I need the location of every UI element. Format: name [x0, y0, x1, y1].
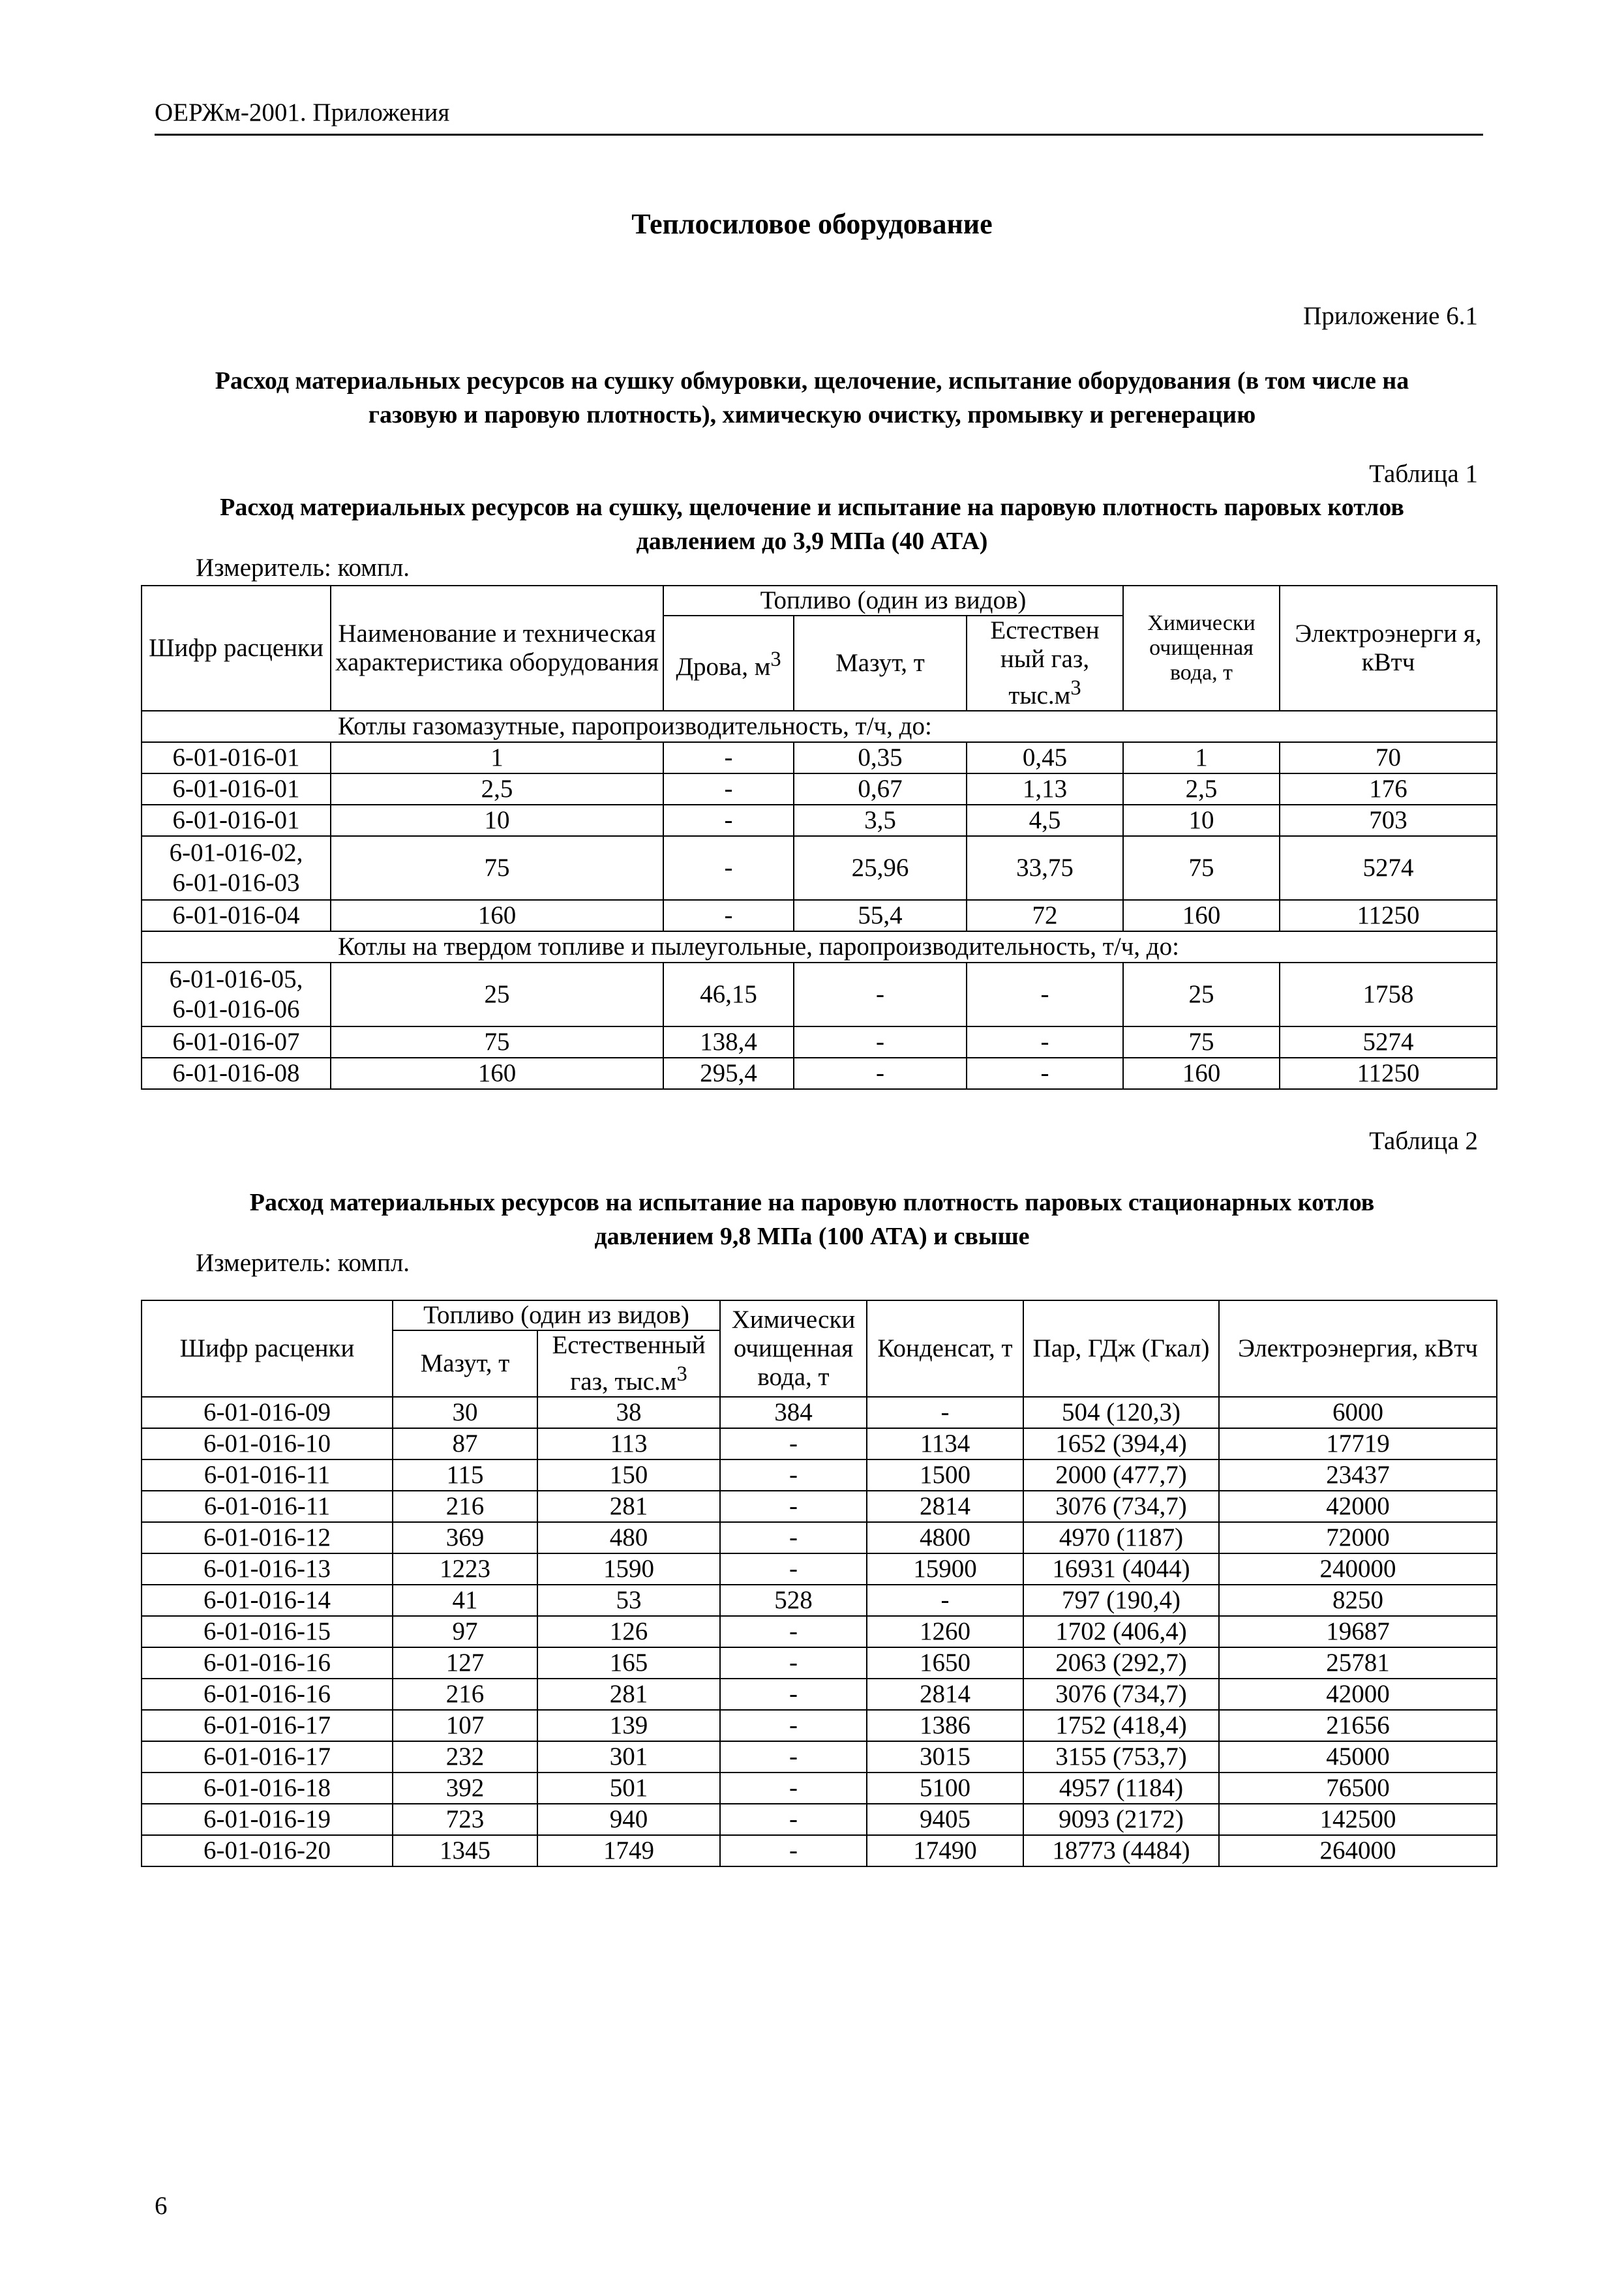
cell-power: 176 [1280, 773, 1497, 805]
cell-gas: - [967, 1026, 1123, 1058]
table-row [142, 1647, 1497, 1679]
t1-header-wood: Дрова, $м^3$ [663, 616, 794, 711]
cell-mazut: 30 [393, 1397, 537, 1428]
cell-gas: 4,5 [967, 805, 1123, 836]
table1-unit: Измеритель: компл. [196, 554, 410, 582]
table-row [142, 1491, 1497, 1522]
cell-water: - [720, 1647, 867, 1679]
cell-water: 160 [1123, 900, 1280, 931]
t1-header-fuel: Топливо (один из видов) [663, 586, 1123, 616]
table-row [142, 1553, 1497, 1585]
code-line: 6-01-016-02, [169, 839, 303, 867]
cell-code: 6-01-016-01 [142, 773, 331, 805]
cell-condensate: 1260 [867, 1616, 1023, 1647]
table1-label: Таблица 1 [1369, 460, 1478, 488]
cell-code: 6-01-016-13 [142, 1553, 393, 1585]
cell-steam: 1702 (406,4) [1023, 1616, 1219, 1647]
cell-water: 1 [1123, 742, 1280, 773]
cell-gas: - [967, 1058, 1123, 1089]
cell-condensate: 15900 [867, 1553, 1023, 1585]
cell-code: 6-01-016-11 [142, 1459, 393, 1491]
t1-group-gas-oil: Котлы газомазутные, паропроизводительность, т/ч, до: [142, 711, 1497, 742]
cell-steam: 2063 (292,7) [1023, 1647, 1219, 1679]
page-number: 6 [155, 2192, 168, 2220]
cell-code: 6-01-016-01 [142, 742, 331, 773]
cell-water: 25 [1123, 963, 1280, 1026]
table2-caption: Расход материальных ресурсов на испытание на паровую плотность паровых стационарных котлов давлением 9,8 МПа (100 АТА) и свыше [249, 1189, 1375, 1250]
t2-header-steam: Пар, ГДж (Гкал) [1023, 1300, 1219, 1397]
cell-power: 45000 [1219, 1741, 1497, 1773]
cell-code: 6-01-016-17 [142, 1741, 393, 1773]
cell-code: 6-01-016-15 [142, 1616, 393, 1647]
cell-gas: 126 [537, 1616, 720, 1647]
table2-unit: Измеритель: компл. [196, 1249, 410, 1277]
t1-header-gas: Естествен ный газ, $тыс.м^3$ [967, 616, 1123, 711]
table-row [142, 1741, 1497, 1773]
cell-water: - [720, 1741, 867, 1773]
cell-gas: 72 [967, 900, 1123, 931]
cell-water: - [720, 1522, 867, 1553]
cell-mazut: 0,67 [794, 773, 967, 805]
cell-wood: 295,4 [663, 1058, 794, 1089]
cell-power: 23437 [1219, 1459, 1497, 1491]
cell-condensate: 4800 [867, 1522, 1023, 1553]
section-title: Теплосиловое оборудование [631, 208, 993, 240]
cell-steam: 3076 (734,7) [1023, 1491, 1219, 1522]
cell-steam: 9093 (2172) [1023, 1804, 1219, 1835]
cell-mazut: 216 [393, 1491, 537, 1522]
cell-power: 240000 [1219, 1553, 1497, 1585]
cell-mazut: 392 [393, 1773, 537, 1804]
cell-gas: 0,45 [967, 742, 1123, 773]
cell-steam: 504 (120,3) [1023, 1397, 1219, 1428]
cell-code: 6-01-016-16 [142, 1679, 393, 1710]
cell-gas: 165 [537, 1647, 720, 1679]
table-row [142, 1585, 1497, 1616]
t2-header-fuel: Топливо (один из видов) [393, 1300, 720, 1330]
cell-code [142, 963, 331, 1026]
cell-gas: 33,75 [967, 836, 1123, 900]
cell-gas: 1590 [537, 1553, 720, 1585]
cell-gas: 150 [537, 1459, 720, 1491]
cell-condensate: 1650 [867, 1647, 1023, 1679]
table-row [142, 805, 1497, 836]
cell-wood: - [663, 773, 794, 805]
cell-gas: 113 [537, 1428, 720, 1459]
cell-mazut: 97 [393, 1616, 537, 1647]
cell-name: 25 [331, 963, 663, 1026]
code-line: 6-01-016-06 [172, 995, 300, 1023]
cell-gas: 480 [537, 1522, 720, 1553]
cell-gas: 281 [537, 1491, 720, 1522]
cell-code: 6-01-016-04 [142, 900, 331, 931]
cell-power: 42000 [1219, 1491, 1497, 1522]
cell-mazut: 127 [393, 1647, 537, 1679]
cell-gas: 281 [537, 1679, 720, 1710]
cell-mazut: 216 [393, 1679, 537, 1710]
table1-caption: Расход материальных ресурсов на сушку, щелочение и испытание на паровую плотность паровых котлов давлением до 3,9 МПа (40 АТА) [220, 494, 1404, 555]
t2-header-gas: Естественный газ, $тыс.м^3$ [537, 1330, 720, 1397]
cell-condensate: - [867, 1397, 1023, 1428]
table-row [142, 1835, 1497, 1866]
cell-power: 11250 [1280, 900, 1497, 931]
cell-gas: 1749 [537, 1835, 720, 1866]
cell-code: 6-01-016-08 [142, 1058, 331, 1089]
cell-mazut: 41 [393, 1585, 537, 1616]
cell-mazut: 0,35 [794, 742, 967, 773]
cell-code: 6-01-016-19 [142, 1804, 393, 1835]
cell-water: 384 [720, 1397, 867, 1428]
cell-mazut: 723 [393, 1804, 537, 1835]
cell-power: 703 [1280, 805, 1497, 836]
cell-mazut: 25,96 [794, 836, 967, 900]
table-row [142, 1616, 1497, 1647]
cell-mazut: - [794, 1026, 967, 1058]
table-row [142, 1459, 1497, 1491]
cell-water: - [720, 1679, 867, 1710]
table-row [142, 1804, 1497, 1835]
cell-steam: 2000 (477,7) [1023, 1459, 1219, 1491]
cell-power: 264000 [1219, 1835, 1497, 1866]
cell-gas: 1,13 [967, 773, 1123, 805]
t1-header-mazut: Мазут, т [794, 616, 967, 711]
code-line: 6-01-016-05, [169, 965, 303, 993]
cell-wood: - [663, 805, 794, 836]
cell-power: 142500 [1219, 1804, 1497, 1835]
t2-header-water: Химически очищенная вода, т [720, 1300, 867, 1397]
cell-power: 19687 [1219, 1616, 1497, 1647]
cell-code: 6-01-016-12 [142, 1522, 393, 1553]
cell-code [142, 836, 331, 900]
t1-header-power: Электроэнерги я, кВтч [1280, 586, 1497, 711]
t2-header-condensate: Конденсат, т [867, 1300, 1023, 1397]
cell-code: 6-01-016-17 [142, 1710, 393, 1741]
table-row [142, 1522, 1497, 1553]
cell-condensate: 5100 [867, 1773, 1023, 1804]
cell-name: 160 [331, 900, 663, 931]
cell-condensate: 2814 [867, 1491, 1023, 1522]
cell-power: 25781 [1219, 1647, 1497, 1679]
t1-header-code: Шифр расценки [142, 586, 331, 711]
cell-mazut: 107 [393, 1710, 537, 1741]
t2-header-power: Электроэнергия, кВтч [1219, 1300, 1497, 1397]
cell-wood: 138,4 [663, 1026, 794, 1058]
cell-condensate: 3015 [867, 1741, 1023, 1773]
cell-gas: - [967, 963, 1123, 1026]
cell-condensate: 2814 [867, 1679, 1023, 1710]
cell-mazut: 232 [393, 1741, 537, 1773]
cell-power: 17719 [1219, 1428, 1497, 1459]
cell-water: 10 [1123, 805, 1280, 836]
cell-steam: 16931 (4044) [1023, 1553, 1219, 1585]
cell-water: 75 [1123, 1026, 1280, 1058]
cell-steam: 3076 (734,7) [1023, 1679, 1219, 1710]
cell-power: 70 [1280, 742, 1497, 773]
cell-mazut: - [794, 963, 967, 1026]
cell-condensate: 17490 [867, 1835, 1023, 1866]
cell-gas: 940 [537, 1804, 720, 1835]
cell-mazut: 55,4 [794, 900, 967, 931]
cell-code: 6-01-016-18 [142, 1773, 393, 1804]
code-line: 6-01-016-03 [172, 869, 300, 897]
cell-water: - [720, 1616, 867, 1647]
cell-code: 6-01-016-14 [142, 1585, 393, 1616]
cell-steam: 4957 (1184) [1023, 1773, 1219, 1804]
cell-wood: 46,15 [663, 963, 794, 1026]
cell-water: - [720, 1428, 867, 1459]
cell-condensate: 1134 [867, 1428, 1023, 1459]
cell-code: 6-01-016-20 [142, 1835, 393, 1866]
cell-condensate: 1500 [867, 1459, 1023, 1491]
t1-header-water: Химически очищенная вода, т [1123, 586, 1280, 711]
running-title: ОЕРЖм-2001. Приложения [155, 98, 450, 127]
table-row [142, 836, 1497, 900]
table-row [142, 1026, 1497, 1058]
cell-name: 160 [331, 1058, 663, 1089]
cell-gas: 301 [537, 1741, 720, 1773]
cell-wood: - [663, 900, 794, 931]
cell-mazut: 115 [393, 1459, 537, 1491]
cell-water: 160 [1123, 1058, 1280, 1089]
cell-power: 11250 [1280, 1058, 1497, 1089]
cell-power: 21656 [1219, 1710, 1497, 1741]
cell-steam: 3155 (753,7) [1023, 1741, 1219, 1773]
cell-mazut: 3,5 [794, 805, 967, 836]
cell-mazut: 1223 [393, 1553, 537, 1585]
cell-water: - [720, 1553, 867, 1585]
cell-condensate: - [867, 1585, 1023, 1616]
cell-power: 42000 [1219, 1679, 1497, 1710]
t1-header-name: Наименование и техническая характеристика оборудования [331, 586, 663, 711]
cell-wood: - [663, 836, 794, 900]
cell-power: 6000 [1219, 1397, 1497, 1428]
table-row [142, 773, 1497, 805]
cell-code: 6-01-016-10 [142, 1428, 393, 1459]
cell-power: 5274 [1280, 836, 1497, 900]
table-row [142, 1710, 1497, 1741]
cell-gas: 38 [537, 1397, 720, 1428]
t2-header-code: Шифр расценки [142, 1300, 393, 1397]
table-row [142, 1428, 1497, 1459]
cell-steam: 4970 (1187) [1023, 1522, 1219, 1553]
cell-water: - [720, 1491, 867, 1522]
main-caption: Расход материальных ресурсов на сушку обмуровки, щелочение, испытание оборудования (в том числе на газовую и паровую плотность), химическую очистку, промывку и регенерацию [215, 367, 1409, 428]
appendix-label: Приложение 6.1 [1303, 302, 1478, 330]
table-row [142, 1397, 1497, 1428]
cell-water: - [720, 1773, 867, 1804]
cell-steam: 797 (190,4) [1023, 1585, 1219, 1616]
cell-name: 75 [331, 836, 663, 900]
cell-code: 6-01-016-01 [142, 805, 331, 836]
table2 [141, 1300, 1497, 1867]
table-row [142, 1679, 1497, 1710]
cell-condensate: 1386 [867, 1710, 1023, 1741]
cell-water: 528 [720, 1585, 867, 1616]
cell-name: 1 [331, 742, 663, 773]
cell-steam: 1652 (394,4) [1023, 1428, 1219, 1459]
cell-gas: 501 [537, 1773, 720, 1804]
cell-power: 1758 [1280, 963, 1497, 1026]
table-row [142, 1058, 1497, 1089]
cell-water: - [720, 1804, 867, 1835]
table-row [142, 1773, 1497, 1804]
cell-name: 10 [331, 805, 663, 836]
table-row [142, 900, 1497, 931]
cell-power: 8250 [1219, 1585, 1497, 1616]
cell-power: 5274 [1280, 1026, 1497, 1058]
cell-mazut: 369 [393, 1522, 537, 1553]
cell-wood: - [663, 742, 794, 773]
cell-code: 6-01-016-11 [142, 1491, 393, 1522]
cell-mazut: 87 [393, 1428, 537, 1459]
cell-code: 6-01-016-16 [142, 1647, 393, 1679]
t1-group-solid: Котлы на твердом топливе и пылеугольные, паропроизводительность, т/ч, до: [142, 931, 1497, 963]
cell-gas: 139 [537, 1710, 720, 1741]
cell-water: - [720, 1710, 867, 1741]
table1 [141, 585, 1497, 1090]
cell-steam: 1752 (418,4) [1023, 1710, 1219, 1741]
cell-mazut: 1345 [393, 1835, 537, 1866]
table2-label: Таблица 2 [1369, 1127, 1478, 1155]
table-row [142, 963, 1497, 1026]
cell-gas: 53 [537, 1585, 720, 1616]
header-rule [155, 134, 1483, 136]
cell-name: 2,5 [331, 773, 663, 805]
table-row [142, 742, 1497, 773]
cell-condensate: 9405 [867, 1804, 1023, 1835]
cell-water: 2,5 [1123, 773, 1280, 805]
cell-power: 76500 [1219, 1773, 1497, 1804]
cell-name: 75 [331, 1026, 663, 1058]
cell-code: 6-01-016-09 [142, 1397, 393, 1428]
cell-water: 75 [1123, 836, 1280, 900]
cell-steam: 18773 (4484) [1023, 1835, 1219, 1866]
t2-header-mazut: Мазут, т [393, 1330, 537, 1397]
cell-water: - [720, 1835, 867, 1866]
cell-mazut: - [794, 1058, 967, 1089]
cell-power: 72000 [1219, 1522, 1497, 1553]
cell-code: 6-01-016-07 [142, 1026, 331, 1058]
cell-water: - [720, 1459, 867, 1491]
